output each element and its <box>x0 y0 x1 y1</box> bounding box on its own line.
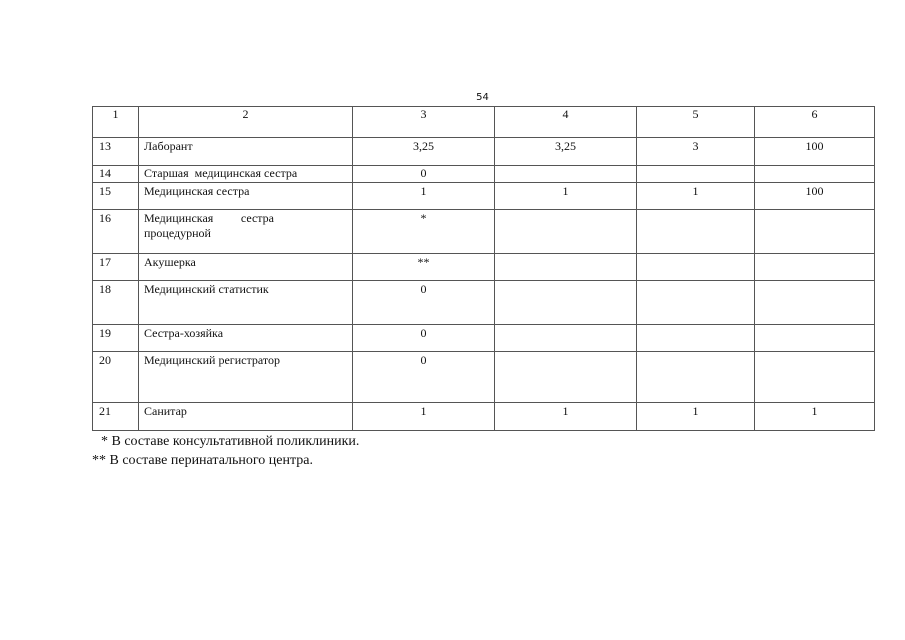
row-number: 14 <box>93 166 139 183</box>
table-row <box>93 325 875 352</box>
footnote-consultative: * В составе консультативной поликлиники. <box>101 434 360 449</box>
position-name-line2: процедурной <box>144 226 211 240</box>
cell-col5 <box>637 352 755 403</box>
cell-col6: 1 <box>755 403 875 431</box>
header-cell: 1 <box>93 107 139 138</box>
row-number: 20 <box>93 352 139 403</box>
position-name <box>139 210 353 254</box>
table-row <box>93 403 875 431</box>
cell-col6 <box>755 166 875 183</box>
position-name: Сестра-хозяйка <box>139 325 353 352</box>
cell-col3: 1 <box>353 403 495 431</box>
position-name: Акушерка <box>139 254 353 281</box>
cell-col4 <box>495 281 637 325</box>
cell-col4 <box>495 325 637 352</box>
position-name-line1 <box>144 211 274 226</box>
table-row <box>93 254 875 281</box>
cell-col4 <box>495 210 637 254</box>
row-number: 21 <box>93 403 139 431</box>
row-number: 17 <box>93 254 139 281</box>
header-cell: 3 <box>353 107 495 138</box>
cell-col5 <box>637 166 755 183</box>
cell-col4 <box>495 166 637 183</box>
cell-col3: 0 <box>353 166 495 183</box>
row-number: 16 <box>93 210 139 254</box>
cell-col5: 1 <box>637 183 755 210</box>
position-name-word: Медицинская <box>144 211 214 225</box>
cell-col6 <box>755 352 875 403</box>
cell-col3: 1 <box>353 183 495 210</box>
cell-col6: 100 <box>755 183 875 210</box>
footnotes <box>92 432 359 470</box>
page-number: 54 <box>476 92 489 103</box>
cell-col5 <box>637 254 755 281</box>
cell-col4 <box>495 254 637 281</box>
cell-col4: 3,25 <box>495 138 637 166</box>
table-header-row <box>93 107 875 138</box>
cell-col3: 0 <box>353 352 495 403</box>
cell-col6 <box>755 254 875 281</box>
table-row <box>93 166 875 183</box>
row-number: 19 <box>93 325 139 352</box>
position-name: Медицинский статистик <box>139 281 353 325</box>
table-row <box>93 352 875 403</box>
table-row <box>93 210 875 254</box>
header-cell: 2 <box>139 107 353 138</box>
header-cell: 4 <box>495 107 637 138</box>
table-row <box>93 138 875 166</box>
cell-col3: * <box>353 210 495 254</box>
cell-col5: 1 <box>637 403 755 431</box>
position-name: Медицинский регистратор <box>139 352 353 403</box>
footnote-perinatal: ** В составе перинатального центра. <box>92 453 313 468</box>
cell-col6 <box>755 210 875 254</box>
cell-col3: ** <box>353 254 495 281</box>
staffing-table <box>92 106 875 431</box>
cell-col4: 1 <box>495 403 637 431</box>
position-name: Санитар <box>139 403 353 431</box>
header-cell: 6 <box>755 107 875 138</box>
cell-col4 <box>495 352 637 403</box>
cell-col5 <box>637 281 755 325</box>
cell-col5: 3 <box>637 138 755 166</box>
header-cell: 5 <box>637 107 755 138</box>
table-row <box>93 183 875 210</box>
cell-col5 <box>637 325 755 352</box>
position-name: Старшая медицинская сестра <box>139 166 353 183</box>
cell-col6 <box>755 325 875 352</box>
row-number: 13 <box>93 138 139 166</box>
cell-col4: 1 <box>495 183 637 210</box>
cell-col6 <box>755 281 875 325</box>
position-name: Лаборант <box>139 138 353 166</box>
position-name-word: сестра <box>240 211 274 225</box>
position-name: Медицинская сестра <box>139 183 353 210</box>
cell-col6: 100 <box>755 138 875 166</box>
cell-col5 <box>637 210 755 254</box>
cell-col3: 0 <box>353 281 495 325</box>
table-row <box>93 281 875 325</box>
row-number: 15 <box>93 183 139 210</box>
cell-col3: 3,25 <box>353 138 495 166</box>
row-number: 18 <box>93 281 139 325</box>
cell-col3: 0 <box>353 325 495 352</box>
